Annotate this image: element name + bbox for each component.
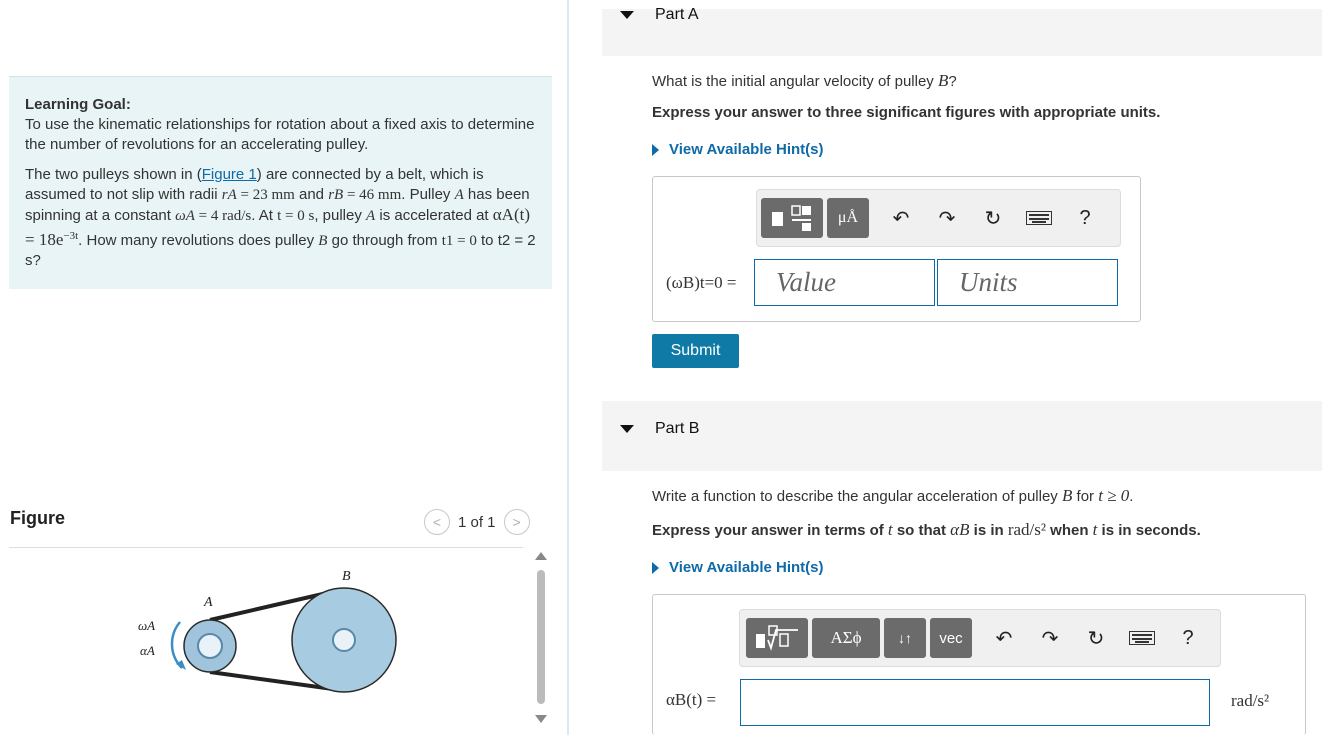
expand-arrow-icon [652, 144, 659, 156]
part-b-header[interactable] [602, 401, 1322, 471]
part-a-answer-label: (ωB)t=0 = [666, 273, 737, 292]
redo-icon[interactable]: ↷ [938, 207, 956, 230]
part-b-toolbar [739, 609, 1221, 667]
figure-pager [424, 509, 530, 535]
label-alpha-a: αA [140, 643, 155, 658]
value-input[interactable]: Value [754, 259, 935, 306]
part-a-question: What is the initial angular velocity of pulley B? [652, 71, 957, 90]
reset-icon[interactable]: ↻ [1087, 627, 1105, 650]
greek-button[interactable]: ΑΣϕ [812, 618, 880, 658]
label-omega-a: ωA [138, 618, 156, 633]
keyboard-icon[interactable] [1124, 620, 1160, 656]
figure-scrollbar[interactable] [532, 552, 550, 732]
part-a-toolbar [756, 189, 1121, 247]
part-a-instruction: Express your answer to three significant figures with appropriate units. [652, 104, 1161, 121]
left-panel [0, 0, 568, 735]
pager-text: 1 of 1 [458, 513, 496, 531]
help-icon[interactable]: ? [1079, 206, 1091, 229]
help-icon[interactable]: ? [1182, 626, 1194, 649]
collapse-arrow-icon[interactable] [620, 425, 634, 433]
keyboard-icon[interactable] [1021, 200, 1057, 236]
expression-input[interactable] [740, 679, 1210, 726]
learning-goal-heading: Learning Goal: [25, 96, 131, 113]
scroll-thumb[interactable] [537, 570, 545, 704]
unit-suffix: rad/s² [1231, 691, 1270, 710]
label-a: A [204, 595, 213, 610]
part-b-label: Part B [655, 420, 700, 437]
units-button[interactable]: μÅ [827, 198, 869, 238]
learning-goal-box [9, 76, 552, 289]
redo-icon[interactable]: ↷ [1041, 627, 1059, 650]
part-b-question: Write a function to describe the angular acceleration of pulley B for t ≥ 0. [652, 486, 1134, 505]
part-b-answer-label: αB(t) = [666, 690, 717, 709]
scroll-up-arrow-icon[interactable] [535, 552, 547, 560]
template-button[interactable] [761, 198, 823, 238]
units-input[interactable]: Units [937, 259, 1118, 306]
chevron-right-icon: > [512, 514, 521, 530]
collapse-arrow-icon[interactable] [620, 11, 634, 19]
submit-button[interactable]: Submit [652, 334, 739, 368]
undo-icon[interactable]: ↶ [892, 207, 910, 230]
figure-title: Figure [10, 508, 66, 528]
part-b-hint-toggle[interactable]: View Available Hint(s) [652, 559, 824, 576]
part-a-label: Part A [655, 6, 699, 23]
prev-figure-button[interactable] [424, 509, 450, 535]
chevron-left-icon: < [432, 514, 442, 530]
figure-link[interactable]: Figure 1 [201, 166, 257, 183]
part-b-answer-box [652, 594, 1306, 735]
expand-arrow-icon [652, 562, 659, 574]
column-divider [567, 0, 569, 735]
label-b: B [342, 569, 351, 584]
sqrt-template-icon [754, 624, 800, 652]
scroll-down-arrow-icon[interactable] [535, 715, 547, 723]
part-a-header[interactable] [602, 6, 1322, 56]
learning-goal-subtext: To use the kinematic relationships for rotation about a fixed axis to determine the number of revolutions for an accelerating pulley. [25, 116, 535, 153]
vec-button[interactable]: vec [930, 618, 972, 658]
part-a-answer-box [652, 176, 1141, 322]
next-figure-button[interactable] [504, 509, 530, 535]
template-button[interactable] [746, 618, 808, 658]
figure-divider [9, 547, 523, 548]
part-b-instruction: Express your answer in terms of t so that αB is in rad/s² when t is in seconds. [652, 520, 1201, 539]
subscript-button[interactable]: ↓↑ [884, 618, 926, 658]
pulley-figure [120, 560, 420, 700]
undo-icon[interactable]: ↶ [995, 627, 1013, 650]
fraction-template-icon [770, 204, 814, 232]
problem-statement: The two pulleys shown in (Figure 1) are connected by a belt, which is assumed to not slip with radii rA = 23 mm and rB = 46 mm. Pulley A has been spinning at a constant ωA = 4 rad/s. At t = 0 s, pulley A is accelerated at $\alpha A(t) = 18e^{-3t}$. How many revolutions does pulley B go through from t1 = 0 to t2 = 2 s? [25, 166, 536, 269]
reset-icon[interactable]: ↻ [984, 207, 1002, 230]
part-a-hint-toggle[interactable]: View Available Hint(s) [652, 141, 824, 158]
